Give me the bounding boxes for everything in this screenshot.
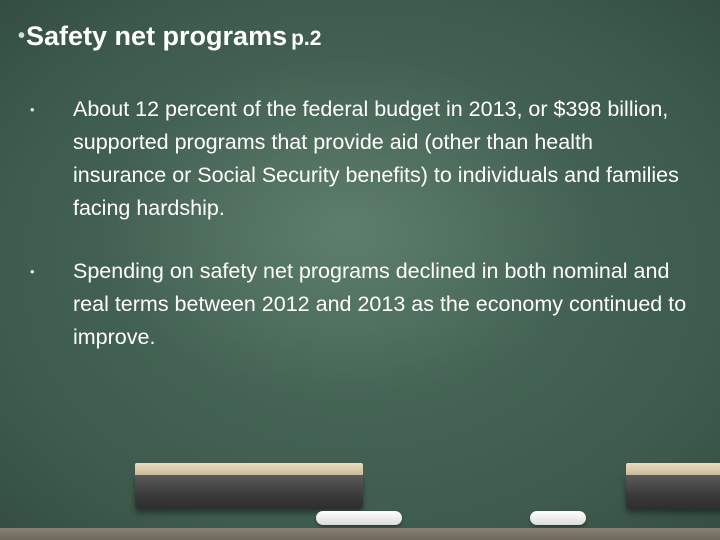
bullet-item: [30, 93, 690, 225]
chalkboard-eraser: [135, 463, 363, 509]
title-bullet: •: [18, 25, 26, 47]
slide-title: [18, 22, 321, 52]
chalkboard-eraser: [626, 463, 720, 509]
bullet-list: [30, 93, 690, 354]
title-page-suffix: p.2: [291, 27, 322, 50]
bullet-marker: •: [30, 102, 35, 117]
title-text: Safety net programs: [26, 21, 288, 51]
bullet-item: [30, 255, 690, 354]
bullet-text: Spending on safety net programs declined in both nominal and real terms between 2012 and 2013 as the economy continued to improve.: [73, 259, 687, 349]
chalk-stick: [530, 511, 586, 525]
bullet-text: About 12 percent of the federal budget in 2013, or $398 billion, supported programs that provide aid (other than health insurance or Social Security benefits) to individuals and families facing hardship.: [73, 97, 679, 220]
chalk-tray: [0, 528, 720, 540]
bullet-marker: •: [30, 264, 35, 279]
chalk-stick: [316, 511, 402, 525]
